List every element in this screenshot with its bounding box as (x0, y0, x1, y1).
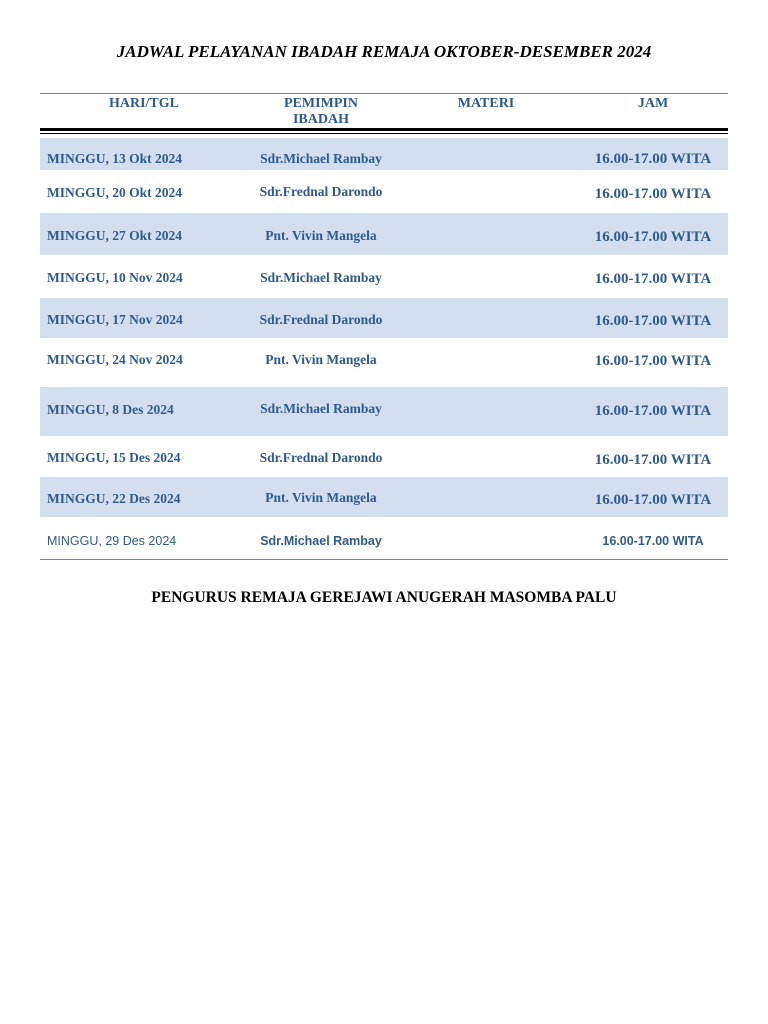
row-leader: Pnt. Vivin Mangela (265, 490, 377, 505)
row-time: 16.00-17.00 WITA (594, 403, 712, 419)
table-row (40, 138, 728, 170)
row-date: MINGGU, 10 Nov 2024 (47, 270, 183, 285)
table-row (40, 213, 728, 255)
header-date: HARI/TGL (108, 96, 179, 111)
page-title: JADWAL PELAYANAN IBADAH REMAJA OKTOBER-DESEMBER 2024 (116, 42, 652, 61)
row-leader: Pnt. Vivin Mangela (265, 352, 377, 367)
row-time: 16.00-17.00 WITA (594, 229, 712, 245)
row-date: MINGGU, 17 Nov 2024 (47, 312, 183, 327)
row-leader: Sdr.Michael Rambay (260, 534, 382, 548)
header-leader-line2: IBADAH (292, 112, 349, 127)
table-row (40, 477, 728, 517)
row-time: 16.00-17.00 WITA (602, 534, 704, 548)
footer-organization: PENGURUS REMAJA GEREJAWI ANUGERAH MASOMBA PALU (151, 589, 617, 606)
header-leader (221, 96, 421, 128)
table-row (40, 298, 728, 338)
row-leader: Sdr.Michael Rambay (260, 401, 382, 416)
row-time: 16.00-17.00 WITA (594, 151, 712, 167)
header-material: MATERI (457, 96, 515, 111)
row-date: MINGGU, 27 Okt 2024 (47, 228, 182, 243)
row-date: MINGGU, 22 Des 2024 (47, 491, 181, 506)
row-date: MINGGU, 20 Okt 2024 (47, 185, 182, 200)
row-time: 16.00-17.00 WITA (594, 313, 712, 329)
table-row (40, 338, 728, 387)
schedule-table (40, 93, 728, 560)
row-leader: Sdr.Frednal Darondo (259, 312, 383, 327)
row-leader: Sdr.Michael Rambay (260, 151, 382, 166)
row-time: 16.00-17.00 WITA (594, 271, 712, 287)
row-leader: Sdr.Frednal Darondo (259, 184, 383, 199)
table-row (40, 255, 728, 298)
header-leader-line1: PEMIMPIN (284, 96, 358, 111)
row-date: MINGGU, 24 Nov 2024 (47, 352, 183, 367)
row-time: 16.00-17.00 WITA (594, 186, 712, 202)
row-time: 16.00-17.00 WITA (594, 492, 712, 508)
row-leader: Sdr.Michael Rambay (260, 270, 382, 285)
row-date: MINGGU, 29 Des 2024 (47, 534, 177, 548)
row-date: MINGGU, 13 Okt 2024 (47, 151, 182, 166)
row-time: 16.00-17.00 WITA (594, 353, 712, 369)
table-row (40, 387, 728, 436)
header-double-rule (40, 128, 728, 134)
row-date: MINGGU, 8 Des 2024 (47, 402, 174, 417)
table-header (40, 94, 728, 128)
table-row (40, 170, 728, 213)
header-time: JAM (637, 96, 669, 111)
table-row (40, 436, 728, 477)
row-leader: Sdr.Frednal Darondo (259, 450, 383, 465)
row-date: MINGGU, 15 Des 2024 (47, 450, 181, 465)
row-time: 16.00-17.00 WITA (594, 452, 712, 468)
table-row (40, 517, 728, 560)
row-leader: Pnt. Vivin Mangela (265, 228, 377, 243)
